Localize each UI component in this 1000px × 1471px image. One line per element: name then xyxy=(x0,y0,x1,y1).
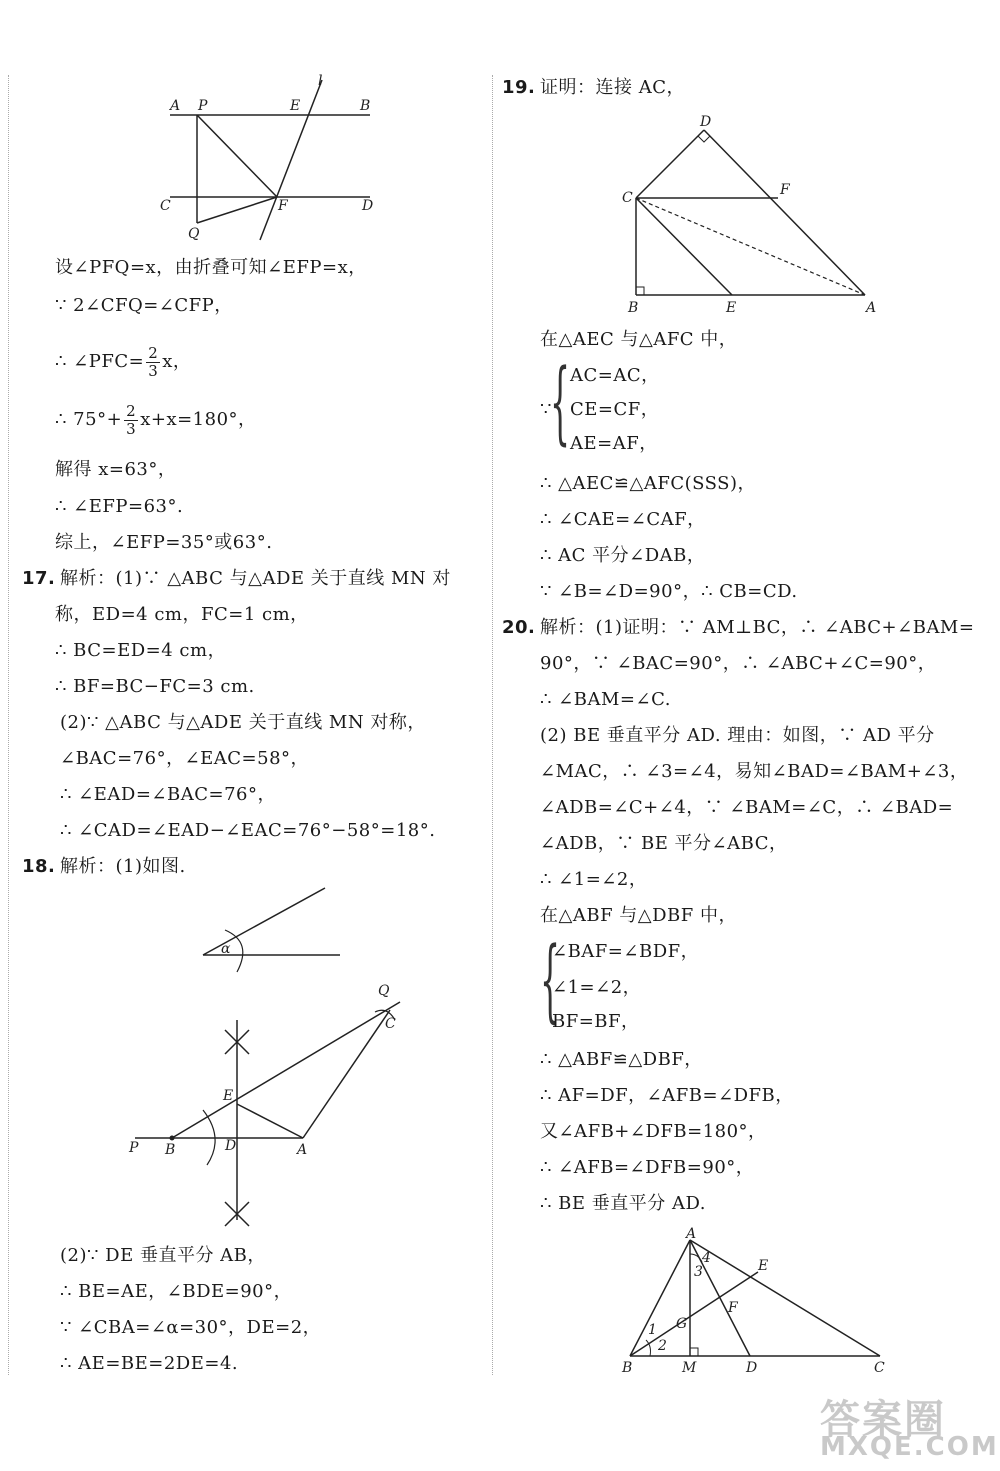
q16-line-5: 解得 x=63°， xyxy=(55,459,177,480)
q17-line-3: ∴ BC=ED=4 cm， xyxy=(55,640,227,661)
q17-line-7: ∴ ∠EAD=∠BAC=76°， xyxy=(60,784,276,805)
q20-line-9: 在△ABF 与△DBF 中， xyxy=(540,905,737,926)
q16-line-3-tail: x， xyxy=(162,351,192,372)
fig18-label-Q: Q xyxy=(378,983,390,999)
fig18-label-P: P xyxy=(129,1140,139,1156)
q19-brace: { xyxy=(550,350,571,455)
fig19-label-B: B xyxy=(628,300,639,316)
q19-line-4: CE=CF， xyxy=(570,399,660,420)
q18-line-5: ∴ AE=BE=2DE=4. xyxy=(60,1353,239,1374)
q16-line-4 xyxy=(55,400,257,440)
q20-number: 20. xyxy=(502,617,536,638)
fig16-label-l: l xyxy=(318,73,323,89)
q20-line-4: (2) BE 垂直平分 AD. 理由：如图，∵ AD 平分 xyxy=(540,725,935,746)
q17-number: 17. xyxy=(22,568,56,589)
q20-line-13: ∴ △ABF≌△DBF， xyxy=(540,1049,703,1070)
fig20-label-D: D xyxy=(746,1360,758,1376)
q20-line-3: ∴ ∠BAM=∠C. xyxy=(540,689,671,710)
fig16-label-C: C xyxy=(160,198,171,214)
fig20-label-2: 2 xyxy=(658,1338,667,1354)
column-divider xyxy=(492,75,493,1375)
fig20-label-B: B xyxy=(622,1360,633,1376)
q18-number: 18. xyxy=(22,856,56,877)
q17-line-1: 解析：(1)∵ △ABC 与△ADE 关于直线 MN 对 xyxy=(60,568,451,589)
fig20-label-A: A xyxy=(686,1226,697,1242)
q20-line-14: ∴ AF=DF，∠AFB=∠DFB， xyxy=(540,1085,794,1106)
q17-line-2: 称，ED=4 cm，FC=1 cm， xyxy=(55,604,309,625)
fraction-two-thirds-2 xyxy=(124,403,138,438)
q18-line-4: ∵ ∠CBA=∠α=30°，DE=2， xyxy=(60,1317,322,1338)
frac-num: 2 xyxy=(148,343,159,362)
q20-line-7: ∠ADB，∵ BE 平分∠ABC， xyxy=(540,833,788,854)
q19-line-9: ∵ ∠B=∠D=90°，∴ CB=CD. xyxy=(540,581,798,602)
q19-line-3: AC=AC， xyxy=(570,365,660,386)
q20-line-2: 90°，∵ ∠BAC=90°，∴ ∠ABC+∠C=90°， xyxy=(540,653,937,674)
fig20-label-C: C xyxy=(874,1360,885,1376)
q19-line-8: ∴ AC 平分∠DAB， xyxy=(540,545,706,566)
q18-line-2: (2)∵ DE 垂直平分 AB， xyxy=(60,1245,266,1266)
q20-line-10: ∠BAF=∠BDF， xyxy=(552,941,700,962)
fig20-label-F: F xyxy=(728,1300,738,1316)
fig16-label-Q: Q xyxy=(188,226,200,242)
q20-line-16: ∴ ∠AFB=∠DFB=90°， xyxy=(540,1157,755,1178)
q16-line-3 xyxy=(55,342,191,382)
figure-18-construction xyxy=(125,980,425,1230)
q20-line-1: 解析：(1)证明：∵ AM⊥BC，∴ ∠ABC+∠BAM= xyxy=(540,617,975,638)
watermark-logo: 答案圈 xyxy=(820,1397,946,1443)
fig16-label-E: E xyxy=(290,98,301,114)
q16-line-2: ∵ 2∠CFQ=∠CFP， xyxy=(55,295,233,316)
q16-line-1: 设∠PFQ=x，由折叠可知∠EFP=x， xyxy=(55,257,367,278)
fig19-label-E: E xyxy=(726,300,737,316)
figure-20 xyxy=(618,1228,898,1378)
figure-16 xyxy=(150,75,390,255)
q17-line-6: ∠BAC=76°，∠EAC=58°， xyxy=(60,748,310,769)
fig20-label-3: 3 xyxy=(694,1264,703,1280)
q19-number: 19. xyxy=(502,77,536,98)
fig18-label-D: D xyxy=(225,1138,237,1154)
fig20-label-G: G xyxy=(676,1316,688,1332)
q19-line-7: ∴ ∠CAE=∠CAF， xyxy=(540,509,706,530)
fig16-label-A: A xyxy=(170,98,181,114)
q19-because: ∵ xyxy=(540,399,552,420)
fig16-label-P: P xyxy=(198,98,208,114)
fig19-label-F: F xyxy=(780,182,790,198)
q16-line-4-text: ∴ 75°+ xyxy=(55,409,123,430)
q20-line-15: 又∠AFB+∠DFB=180°， xyxy=(540,1121,767,1142)
frac-den: 3 xyxy=(148,361,159,380)
frac2-num: 2 xyxy=(126,401,137,420)
fig18-label-E: E xyxy=(223,1088,234,1104)
frac2-den: 3 xyxy=(126,419,137,438)
left-margin-line xyxy=(8,75,9,1375)
fig18-label-C: C xyxy=(385,1016,396,1032)
q18-line-1: 解析：(1)如图. xyxy=(60,856,186,877)
q20-line-12: BF=BF， xyxy=(552,1011,640,1032)
q17-line-8: ∴ ∠CAD=∠EAD−∠EAC=76°−58°=18°. xyxy=(60,820,436,841)
q20-line-6: ∠ADB=∠C+∠4，∵ ∠BAM=∠C，∴ ∠BAD= xyxy=(540,797,954,818)
fig19-label-A: A xyxy=(866,300,877,316)
q16-line-7: 综上，∠EFP=35°或63°. xyxy=(55,532,273,553)
fig18-label-B: B xyxy=(165,1142,176,1158)
fig20-label-E: E xyxy=(758,1258,769,1274)
q19-line-1: 证明：连接 AC， xyxy=(540,77,685,98)
q18-line-3: ∴ BE=AE，∠BDE=90°， xyxy=(60,1281,293,1302)
q20-line-5: ∠MAC，∴ ∠3=∠4，易知∠BAD=∠BAM+∠3， xyxy=(540,761,969,782)
q17-line-4: ∴ BF=BC−FC=3 cm. xyxy=(55,676,255,697)
fig19-label-D: D xyxy=(700,114,712,130)
fig16-label-B: B xyxy=(360,98,371,114)
q19-line-2: 在△AEC 与△AFC 中， xyxy=(540,329,738,350)
fig19-label-C: C xyxy=(622,190,633,206)
q16-line-4-tail: x+x=180°， xyxy=(140,409,257,430)
fig16-label-F: F xyxy=(278,198,288,214)
fig20-label-M: M xyxy=(682,1360,697,1376)
q20-line-11: ∠1=∠2， xyxy=(552,977,642,998)
fig16-label-D: D xyxy=(362,198,374,214)
q16-line-6: ∴ ∠EFP=63°. xyxy=(55,496,184,517)
watermark-url: MXQE.COM xyxy=(820,1432,999,1462)
fig20-label-4: 4 xyxy=(702,1250,711,1266)
fig18-label-alpha: α xyxy=(221,941,231,957)
q20-line-17: ∴ BE 垂直平分 AD. xyxy=(540,1193,706,1214)
q19-line-6: ∴ △AEC≌△AFC(SSS)， xyxy=(540,473,757,494)
q20-brace: { xyxy=(540,928,561,1033)
q20-line-8: ∴ ∠1=∠2， xyxy=(540,869,648,890)
fraction-two-thirds xyxy=(146,345,160,380)
fig20-label-1: 1 xyxy=(648,1322,657,1338)
q16-line-3-text: ∴ ∠PFC= xyxy=(55,351,145,372)
q19-line-5: AE=AF， xyxy=(570,433,658,454)
q17-line-5: (2)∵ △ABC 与△ADE 关于直线 MN 对称， xyxy=(60,712,426,733)
fig18-label-A: A xyxy=(297,1142,308,1158)
figure-19 xyxy=(620,110,900,320)
figure-18-angle xyxy=(195,880,355,980)
